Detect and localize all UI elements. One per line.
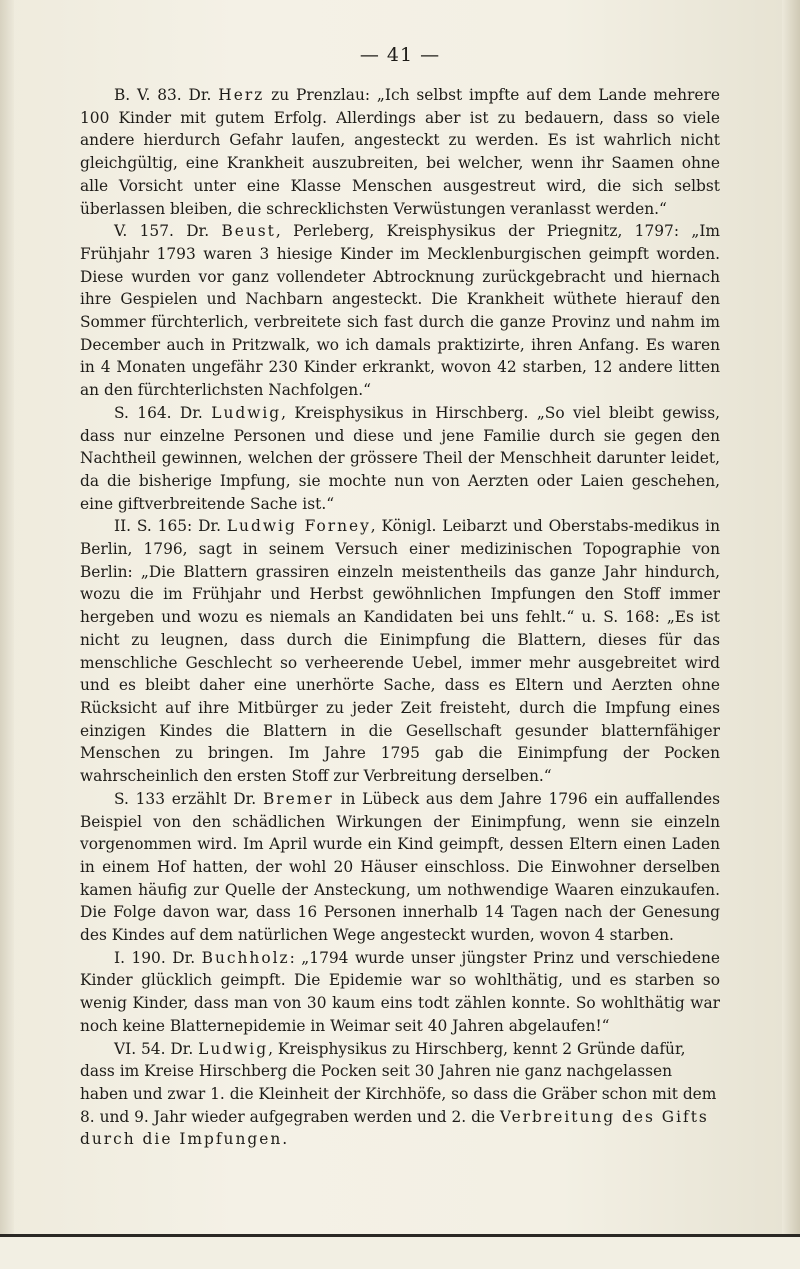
author-name: Ludwig	[198, 1039, 269, 1058]
citation: VI. 54. Dr.	[114, 1039, 199, 1058]
author-name: Ludwig	[211, 403, 282, 422]
paragraph-text: , Königl. Leibarzt und Oberstabs-medikus in Berlin, 1796, sagt in seinem Versuch einer medizinischen Topographie von Berlin: „Die Blattern grassiren einzeln meistentheils das ganze Jahr hindurch, wozu die im Frühjahr und Herbst gewöhnlichen Impfungen den Stoff immer hergeben und wozu es niemals an Kandidaten bei uns fehlt.“ u. S. 168: „Es ist nicht zu leugnen, dass durch die Einimpfung die Blattern, dieses für das menschliche Geschlecht so verheerende Uebel, immer mehr ausgebreitet wird und es bleibt daher eine unerhörte Sache, dass es Eltern und Aerzten ohne Rücksicht auf ihre Mitbürger zu jeder Zeit freisteht, durch die Impfung eines einzigen Kindes die Blattern in die Gesellschaft gesunder blatternfähiger Menschen zu bringen. Im Jahre 1795 gab die Einimpfung der Pocken wahrscheinlich den ersten Stoff zur Verbreitung derselben.“	[80, 517, 721, 786]
emphasized-text: Verbreitung des Gifts durch die Impfungen	[80, 1107, 709, 1149]
paragraph-text: zu Prenzlau: „Ich selbst impfte auf dem Lande mehrere 100 Kinder mit gutem Erfolg. Allerdings aber ist zu bedauern, dass so viele andere hierdurch Gefahr laufen, angesteckt zu werden. Es ist wahrlich nicht gleichgültig, eine Krankheit auszubreiten, bei welcher, wenn ihr Saamen ohne alle Vorsicht unter eine Klasse Menschen ausgestreut wird, die sich selbst überlassen bleiben, die schrecklichsten Verwüstungen veranlasst werden.“	[80, 86, 720, 218]
page-right-edge	[782, 0, 800, 1269]
page-bottom-rule	[0, 1234, 800, 1269]
page-left-edge	[0, 0, 14, 1269]
paragraph-buchholz	[80, 947, 720, 1038]
author-name: Herz	[218, 86, 265, 104]
paragraph-text: , Perleberg, Kreisphysikus der Priegnitz, 1797: „Im Frühjahr 1793 waren 3 hiesige Kinder im Mecklenburgischen geimpft worden. Diese wurden vor ganz vollendeter Abtrocknung zurückgebracht und hiernach ihre Gespielen und Nachbarn angesteckt. Die Krankheit wüthete hierauf den Sommer fürchterlich, verbreitete sich fast durch die ganze Provinz und nahm im December auch in Pritzwalk, wo ich damals praktizirte, ihren Anfang. Es waren in 4 Monaten ungefähr 230 Kinder erkrankt, wovon 42 starben, 12 andere litten an den fürchterlichsten Nachfolgen.“	[80, 222, 720, 400]
author-name: Beust	[221, 222, 276, 241]
citation: B. V. 83. Dr.	[114, 86, 219, 104]
citation: II. S. 165: Dr.	[114, 517, 227, 536]
paragraph-text: : „1794 wurde unser jüngster Prinz und verschiedene Kinder glücklich geimpft. Die Epidemie war so wohlthätig, und es starben so wenig Kinder, dass man von 30 kaum eins todt zählen konnte. So wohlthätig war noch keine Blatternepidemie in Weimar seit 40 Jahren abgelaufen!“	[80, 948, 720, 1035]
citation: I. 190. Dr.	[114, 948, 202, 967]
paragraph-forney	[80, 515, 720, 787]
author-name: Bremer	[262, 789, 334, 808]
citation: S. 133 erzählt Dr.	[114, 789, 263, 808]
author-name: Ludwig Forney	[226, 517, 371, 536]
document-body	[80, 84, 720, 1151]
paragraph-text: , Kreisphysikus in Hirschberg. „So viel bleibt gewiss, dass nur einzelne Personen und diese und jene Familie durch sie gegen den Nachtheil gewinnen, welchen der grössere Theil der Menschheit darunter leidet, da die bisherige Impfung, sie mochte nun von Aerzten oder Laien geschehen, eine giftverbreitende Sache ist.“	[80, 403, 720, 513]
paragraph-ludwig	[80, 402, 720, 516]
paragraph-text: , Kreisphysikus zu Hirschberg, kennt 2 Gründe dafür, dass im Kreise Hirschberg die Pocken seit 30 Jahren nie ganz nachgelassen haben und zwar 1. die Kleinheit der Kirchhöfe, so dass die Gräber schon mit dem 8. und 9. Jahr wieder aufgegraben werden und 2. die	[80, 1039, 717, 1126]
paragraph-text: in Lübeck aus dem Jahre 1796 ein auffallendes Beispiel von den schädlichen Wirkungen der Einimpfung, wenn sie einzeln vorgenommen wird. Im April wurde ein Kind geimpft, dessen Eltern einen Laden in einem Hof hatten, der wohl 20 Häuser einschloss. Die Einwohner derselben kamen häufig zur Quelle der Ansteckung, um nothwendige Waaren einzukaufen. Die Folge davon war, dass 16 Personen innerhalb 14 Tagen nach der Genesung des Kindes auf dem natürlichen Wege angesteckt wurden, wovon 4 starben.	[80, 789, 720, 945]
citation: S. 164. Dr.	[114, 403, 212, 422]
citation: V. 157. Dr.	[114, 222, 222, 241]
paragraph-tail: .	[282, 1130, 288, 1149]
author-name: Buchholz	[201, 948, 290, 967]
paragraph-herz	[80, 84, 720, 220]
paragraph-ludwig-hirschberg	[80, 1038, 720, 1152]
paragraph-beust	[80, 220, 720, 402]
paragraph-bremer	[80, 788, 720, 947]
page-number: — 41 —	[359, 44, 441, 66]
